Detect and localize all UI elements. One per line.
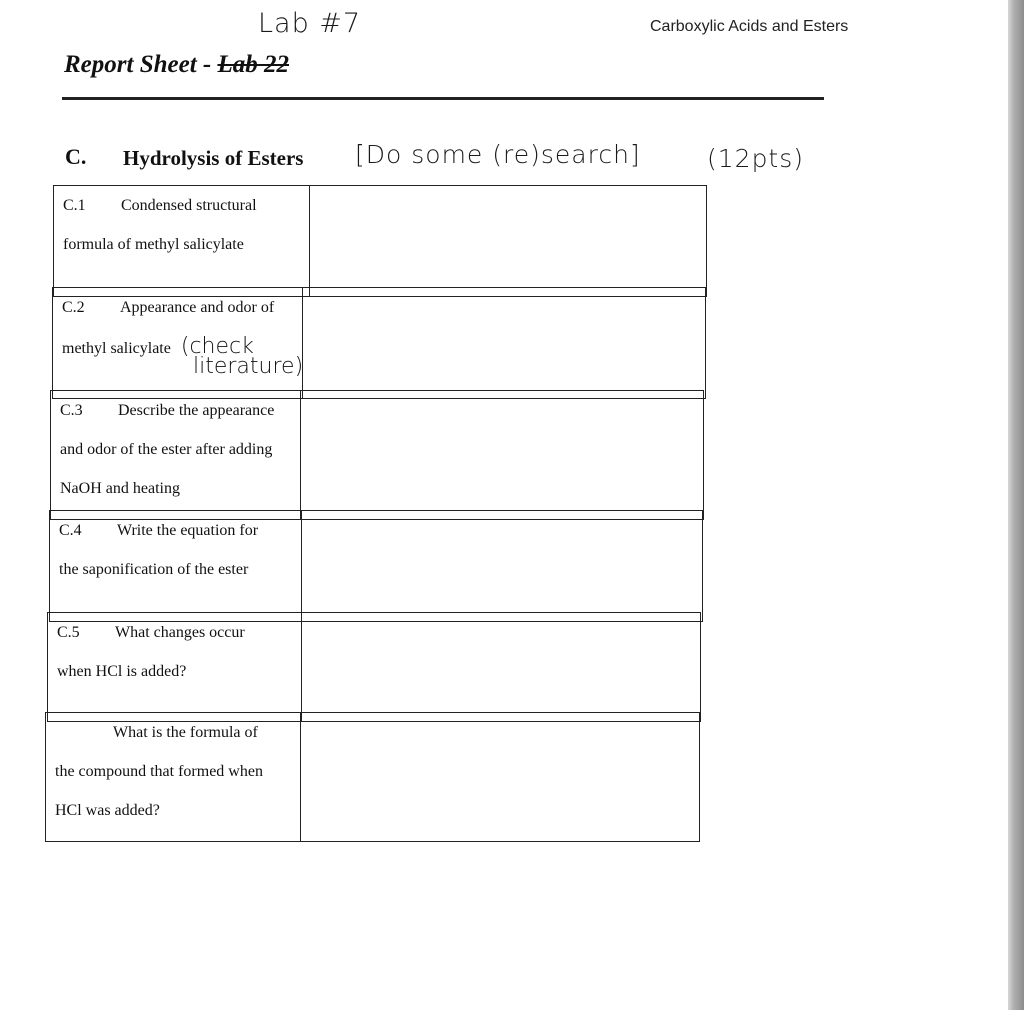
question-row-c1 [53, 185, 707, 297]
handwritten-points: (12pts) [707, 144, 805, 173]
question-cell [48, 613, 302, 721]
question-cell [46, 713, 301, 841]
question-number: C.3 [60, 402, 83, 419]
question-number: C.1 [63, 197, 86, 214]
question-text-line: What is the formula of [113, 724, 258, 741]
question-cell [50, 511, 302, 621]
question-cell [51, 391, 301, 519]
question-text-line: Condensed structural [121, 197, 257, 214]
question-text-line: Write the equation for [117, 522, 259, 539]
question-text-line: the saponification of the ester [59, 561, 249, 578]
answer-cell-c4[interactable] [302, 511, 702, 621]
question-text-line: NaOH and heating [60, 480, 180, 497]
question-cell [53, 288, 303, 398]
question-text-line: when HCl is added? [57, 663, 187, 680]
handwritten-research-note: [Do some (re)search] [355, 140, 641, 169]
section-letter: C. [65, 144, 87, 169]
answer-cell-c3[interactable] [301, 391, 703, 519]
answer-cell-c1[interactable] [310, 186, 706, 296]
header-topic: Carboxylic Acids and Esters [650, 18, 849, 35]
report-title [64, 51, 289, 79]
question-cell [54, 186, 310, 296]
header-divider [62, 97, 824, 100]
question-text-line: and odor of the ester after adding [60, 441, 273, 458]
report-title-struck-lab: Lab 22 [217, 51, 289, 78]
question-number: C.4 [59, 522, 82, 539]
question-text-line: What changes occur [115, 624, 245, 641]
question-row-c2 [52, 287, 706, 399]
question-number: C.2 [62, 299, 85, 316]
question-text-line: the compound that formed when [55, 763, 263, 780]
handwritten-lab-number: Lab #7 [258, 8, 362, 39]
answer-cell-c6[interactable] [301, 713, 699, 841]
question-row-c5 [47, 612, 701, 722]
question-text-line: formula of methyl salicylate [63, 236, 244, 253]
answer-cell-c5[interactable] [302, 613, 700, 721]
question-text-line: methyl salicylate [62, 340, 171, 357]
question-number: C.5 [57, 624, 80, 641]
answer-cell-c2[interactable] [303, 288, 705, 398]
section-title: Hydrolysis of Esters [123, 146, 304, 170]
question-text-line: HCl was added? [55, 802, 160, 819]
page-edge-shadow [1008, 0, 1024, 1010]
handwritten-check-note: (check [180, 334, 254, 359]
question-text-line: Describe the appearance [118, 402, 275, 419]
question-row-c4 [49, 510, 703, 622]
question-row-c6 [45, 712, 700, 842]
question-row-c3 [50, 390, 704, 520]
question-text-line: Appearance and odor of [120, 299, 275, 316]
handwritten-literature-note: literature) [193, 354, 304, 379]
report-title-prefix: Report Sheet - [64, 51, 218, 78]
